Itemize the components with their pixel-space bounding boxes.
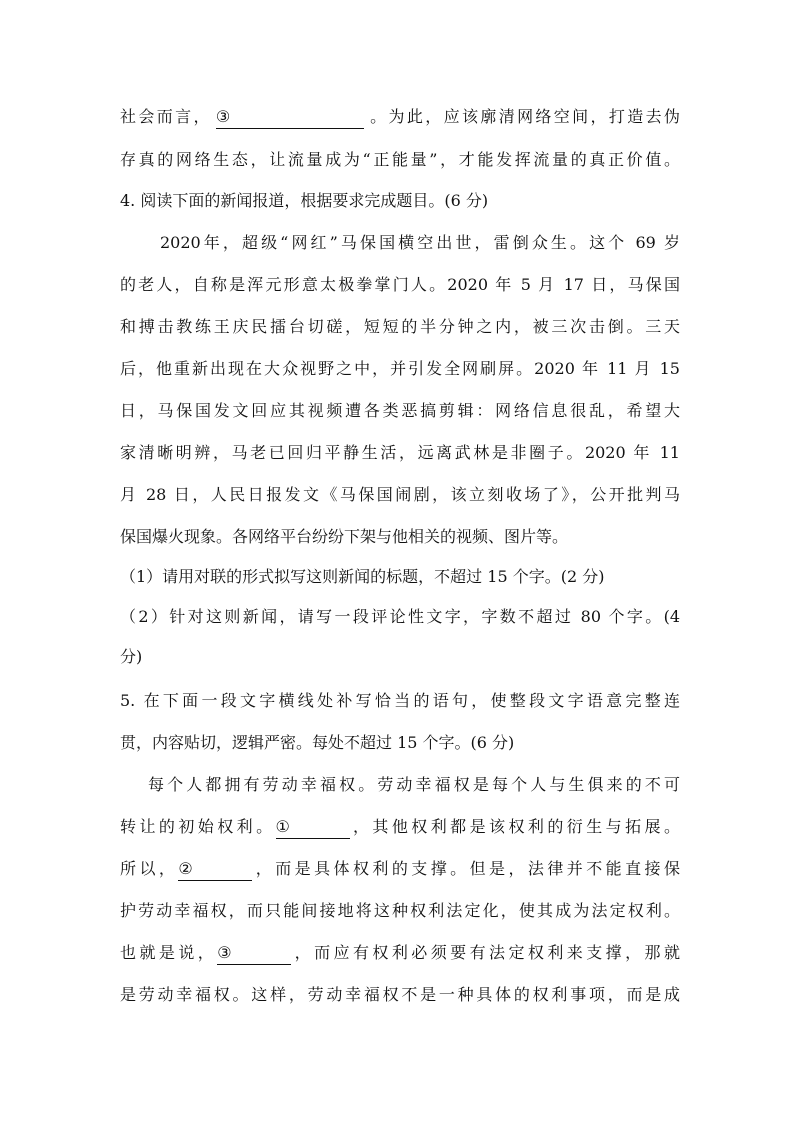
- q4-heading: 4. 阅读下面的新闻报道，根据要求完成题目。(6 分): [120, 191, 489, 210]
- q5-text: ，而是具体权利的支撑。但是，法律并不能直接保: [252, 859, 680, 878]
- q4-news-line: 和搏击教练王庆民擂台切磋，短短的半分钟之内，被三次击倒。三天: [120, 317, 680, 336]
- q3-line-1: [120, 102, 680, 132]
- q5-text: 转让的初始权利。: [120, 817, 276, 836]
- q5-blank-1: ①: [276, 816, 350, 839]
- q5-blank-3: ③: [217, 942, 291, 965]
- q3-line-2: 存真的网络生态，让流量成为“正能量”，才能发挥流量的真正价值。: [120, 150, 680, 169]
- q5-text: ，而应有权利必须要有法定权利来支撑，那就: [291, 943, 680, 962]
- q5-paragraph-line: [120, 938, 680, 968]
- q4-news-line: 日，马保国发文回应其视频遭各类恶搞剪辑：网络信息很乱，希望大: [120, 401, 680, 420]
- q5-paragraph-line: 每个人都拥有劳动幸福权。劳动幸福权是每个人与生俱来的不可: [148, 775, 680, 794]
- q5-paragraph-line: 是劳动幸福权。这样，劳动幸福权不是一种具体的权利事项，而是成: [120, 985, 680, 1004]
- q3-text-before: 社会而言，: [120, 107, 212, 126]
- q3-text-after: 。为此，应该廓清网络空间，打造去伪: [367, 107, 680, 126]
- q5-blank-2: ②: [178, 858, 252, 881]
- q5-paragraph-line: [120, 854, 680, 884]
- q4-news-line: 家清晰明辨，马老已回归平静生活，远离武林是非圈子。2020 年 11: [120, 443, 680, 462]
- q4-news-line: 2020年，超级“网红”马保国横空出世，雷倒众生。这个 69 岁: [160, 233, 680, 252]
- q4-news-line: 月 28 日，人民日报发文《马保国闹剧，该立刻收场了》，公开批判马: [120, 485, 680, 504]
- q5-text: ，其他权利都是该权利的衍生与拓展。: [349, 817, 680, 836]
- q4-subquestion-2-cont: 分): [120, 647, 143, 666]
- q4-news-line: 的老人，自称是浑元形意太极拳掌门人。2020 年 5 月 17 日，马保国: [120, 275, 680, 294]
- q5-heading-cont: 贯，内容贴切，逻辑严密。每处不超过 15 个字。(6 分): [120, 733, 515, 752]
- q5-paragraph-line: 护劳动幸福权，而只能间接地将这种权利法定化，使其成为法定权利。: [120, 901, 680, 920]
- q4-news-line: 后，他重新出现在大众视野之中，并引发全网刷屏。2020 年 11 月 15: [120, 359, 680, 378]
- q4-subquestion-1: （1）请用对联的形式拟写这则新闻的标题，不超过 15 个字。(2 分): [120, 567, 605, 586]
- q4-subquestion-2: （2）针对这则新闻，请写一段评论性文字，字数不超过 80 个字。(4: [120, 607, 680, 626]
- q5-heading: 5. 在下面一段文字横线处补写恰当的语句，使整段文字语意完整连: [120, 691, 680, 710]
- q5-text: 也就是说，: [120, 943, 218, 962]
- q5-paragraph-line: [120, 812, 680, 842]
- q4-news-line: 保国爆火现象。各网络平台纷纷下架与他相关的视频、图片等。: [120, 527, 569, 546]
- q5-text: 所以，: [120, 859, 179, 878]
- q3-blank-3: ③: [216, 106, 364, 129]
